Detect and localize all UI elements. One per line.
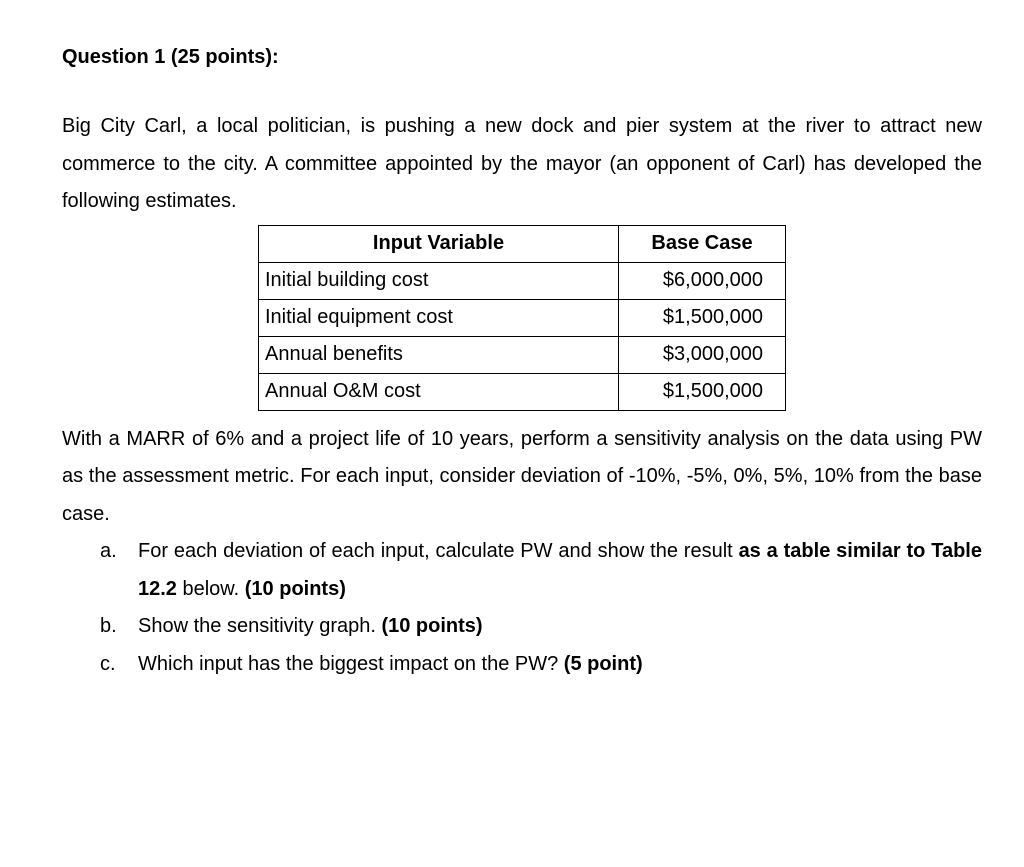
list-item-b <box>62 608 982 646</box>
row-value: $3,000,000 <box>619 336 786 373</box>
table-header-row <box>259 225 786 262</box>
task-points: (10 points) <box>381 615 483 637</box>
row-label: Initial building cost <box>259 262 619 299</box>
task-text: Show the sensitivity graph. <box>138 615 382 637</box>
row-label: Annual O&M cost <box>259 373 619 410</box>
list-marker: b. <box>100 615 117 637</box>
table-row <box>259 299 786 336</box>
row-label: Initial equipment cost <box>259 299 619 336</box>
list-marker: c. <box>100 652 116 675</box>
instructions-paragraph: With a MARR of 6% and a project life of 10 years, perform a sensitivity analysis on the data using PW as the assessment metric. For each input, consider deviation of -10%, -5%, 0%, 5%, 10% from the base case. <box>62 427 982 525</box>
row-label: Annual benefits <box>259 336 619 373</box>
table-row <box>259 373 786 410</box>
task-text: Which input has the biggest impact on the PW? <box>138 652 564 675</box>
list-item-a <box>62 533 982 608</box>
task-text: For each deviation of each input, calculate PW and show the result <box>138 540 739 562</box>
list-item-c <box>62 646 982 684</box>
intro-paragraph: Big City Carl, a local politician, is pushing a new dock and pier system at the river to attract new commerce to the city. A committee appointed by the mayor (an opponent of Carl) has developed the following estimates. <box>62 115 982 212</box>
row-value: $6,000,000 <box>619 262 786 299</box>
row-value: $1,500,000 <box>619 373 786 410</box>
question-heading: Question 1 (25 points): <box>62 46 279 68</box>
estimates-table-wrapper <box>258 225 786 411</box>
header-input-variable: Input Variable <box>259 225 619 262</box>
task-points: (5 point) <box>563 652 643 675</box>
estimates-table <box>258 225 786 411</box>
task-bold-text: as a table similar to Table 12.2 <box>138 540 982 600</box>
task-list <box>62 533 982 683</box>
document-page <box>62 40 982 683</box>
row-value: $1,500,000 <box>619 299 786 336</box>
list-marker: a. <box>100 540 117 562</box>
table-row <box>259 336 786 373</box>
table-row <box>259 262 786 299</box>
header-base-case: Base Case <box>619 225 786 262</box>
task-text: below. <box>176 577 245 600</box>
task-points: (10 points) <box>244 577 346 600</box>
